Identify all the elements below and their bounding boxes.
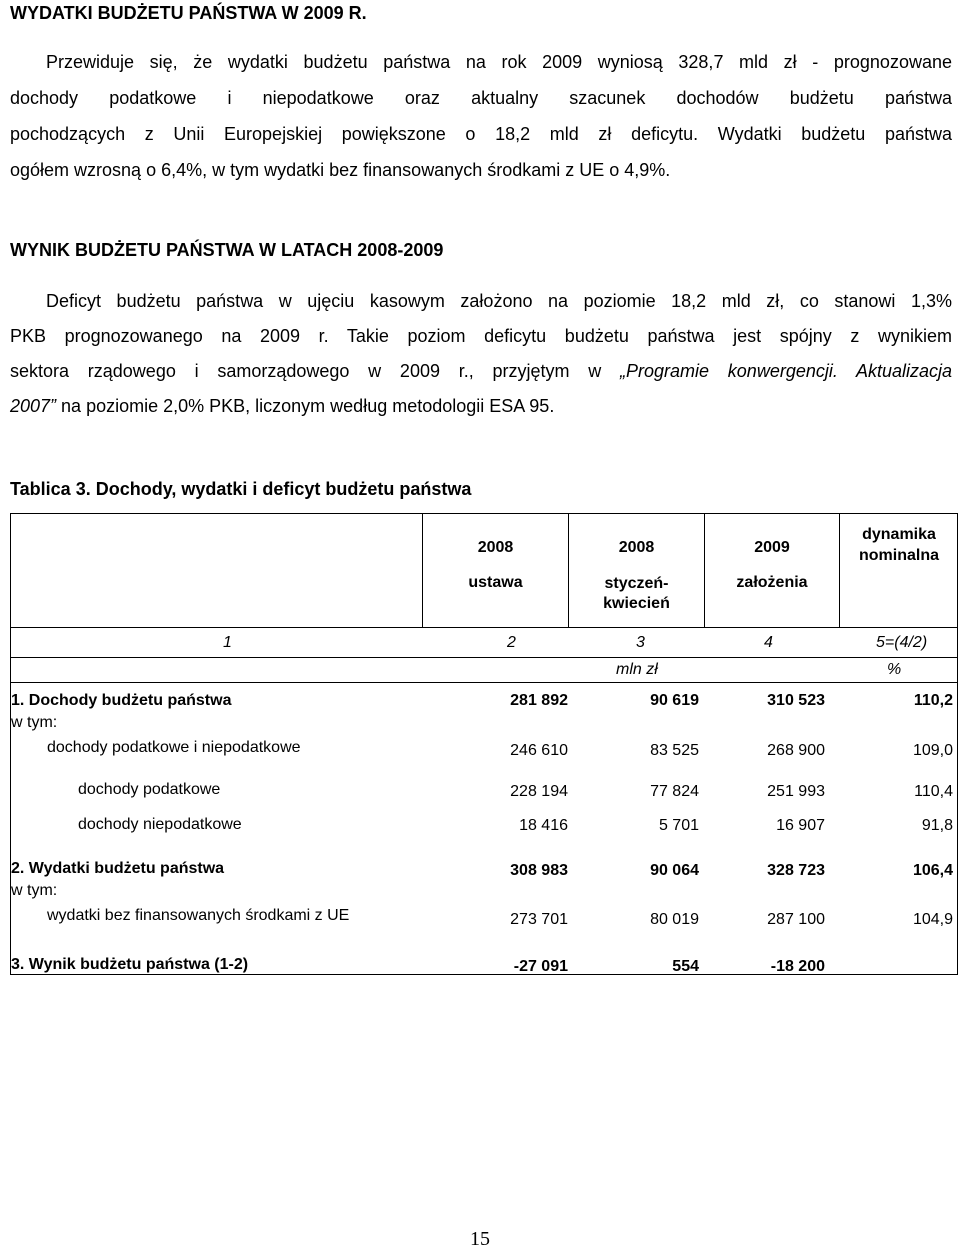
table-cell: 109,0 (912, 742, 953, 759)
row-label-dochody-podatkowe: dochody podatkowe (78, 781, 221, 798)
program-year-italic: 2007” (10, 396, 57, 416)
table-cell: 16 907 (776, 817, 825, 834)
col-number: 4 (764, 634, 773, 651)
paragraph-line: Przewiduje się, że wydatki budżetu państwa na rok 2009 wyniosą 328,7 mld zł - prognozowane (46, 52, 952, 72)
table-cell: 83 525 (650, 742, 699, 759)
row-label-dochody-niepodatkowe: dochody niepodatkowe (78, 816, 242, 833)
table-cell: 90 619 (650, 692, 699, 709)
row-label-wynik: 3. Wynik budżetu państwa (1-2) (11, 956, 249, 973)
col-header-nominalna: nominalna (858, 547, 939, 564)
table-cell: 18 416 (519, 817, 568, 834)
table-cell: 308 983 (510, 862, 568, 879)
col-number: 1 (223, 634, 232, 651)
col-header-dynamika: dynamika (862, 526, 936, 543)
row-label-wydatki-bez-ue: wydatki bez finansowanych środkami z UE (47, 907, 350, 924)
paragraph-line: ogółem wzrosną o 6,4%, w tym wydatki bez finansowanych środkami z UE o 4,9%. (10, 160, 671, 180)
col-header-year: 2008 (477, 539, 514, 556)
table-cell: 77 824 (650, 783, 699, 800)
table-cell: 228 194 (510, 783, 568, 800)
header-divider (11, 627, 957, 628)
col-header-sub: ustawa (468, 574, 523, 591)
paragraph-line: pochodzących z Unii Europejskiej powiększone o 18,2 mld zł deficytu. Wydatki budżetu państwa (10, 124, 952, 144)
section-heading-wydatki: WYDATKI BUDŻETU PAŃSTWA W 2009 R. (10, 3, 367, 23)
column-divider (422, 514, 423, 627)
paragraph-wydatki (10, 44, 952, 188)
table-cell: 251 993 (767, 783, 825, 800)
row-divider (11, 682, 957, 683)
paragraph-deficyt (10, 284, 952, 424)
paragraph-line: dochody podatkowe i niepodatkowe oraz aktualny szacunek dochodów budżetu państwa (10, 88, 952, 108)
table-cell: 328 723 (767, 862, 825, 879)
col-header-sub: styczeń- kwiecień (603, 575, 670, 612)
table-cell: 273 701 (510, 911, 568, 928)
row-label-wydatki: 2. Wydatki budżetu państwa (11, 860, 225, 877)
row-label-dochody-podatkowe-niepodatkowe: dochody podatkowe i niepodatkowe (47, 739, 301, 756)
table-cell: -18 200 (770, 958, 825, 975)
program-title-italic: „Programie konwergencji. Aktualizacja (620, 361, 952, 381)
table-cell: 310 523 (767, 692, 825, 709)
paragraph-line: Deficyt budżetu państwa w ujęciu kasowym założono na poziomie 18,2 mld zł, co stanowi 1,3% (46, 291, 952, 311)
col-header-sub: założenia (736, 574, 808, 591)
table-cell: 5 701 (658, 817, 699, 834)
section-heading-wynik: WYNIK BUDŻETU PAŃSTWA W LATACH 2008-2009 (10, 240, 444, 260)
table-cell: 281 892 (510, 692, 568, 709)
table-cell: 91,8 (921, 817, 953, 834)
unit-mln: mln zł (616, 661, 658, 678)
paragraph-line: na poziomie 2,0% PKB, liczonym według metodologii ESA 95. (56, 396, 555, 416)
paragraph-line: PKB prognozowanego na 2009 r. Takie poziom deficytu budżetu państwa jest spójny z wynikiem (10, 326, 952, 346)
table-cell: 287 100 (767, 911, 825, 928)
table-cell: 104,9 (912, 911, 953, 928)
paragraph-line: sektora rządowego i samorządowego w 2009 r., przyjętym w (10, 361, 621, 381)
col-number: 2 (507, 634, 516, 651)
unit-pct: % (887, 661, 902, 678)
col-number: 3 (636, 634, 645, 651)
row-divider (11, 657, 957, 658)
table-cell: 106,4 (912, 862, 953, 879)
table-cell: 110,2 (913, 692, 953, 709)
table-caption: Tablica 3. Dochody, wydatki i deficyt budżetu państwa (10, 479, 472, 499)
table-cell: 90 064 (650, 862, 699, 879)
table-cell: 80 019 (650, 911, 699, 928)
table-cell: 554 (672, 958, 699, 975)
table-cell: 246 610 (510, 742, 568, 759)
table-cell: -27 091 (513, 958, 568, 975)
table-cell: 268 900 (767, 742, 825, 759)
column-divider (704, 514, 705, 627)
row-label-wtym: w tym: (11, 714, 58, 731)
col-header-year: 2008 (618, 539, 655, 556)
page-number: 15 (470, 1228, 490, 1250)
col-number: 5=(4/2) (876, 634, 928, 651)
row-label-wtym: w tym: (11, 882, 58, 899)
col-header-year: 2009 (754, 539, 790, 556)
budget-table (10, 513, 958, 975)
table-cell: 110,4 (914, 783, 953, 800)
row-label-dochody: 1. Dochody budżetu państwa (11, 692, 232, 709)
